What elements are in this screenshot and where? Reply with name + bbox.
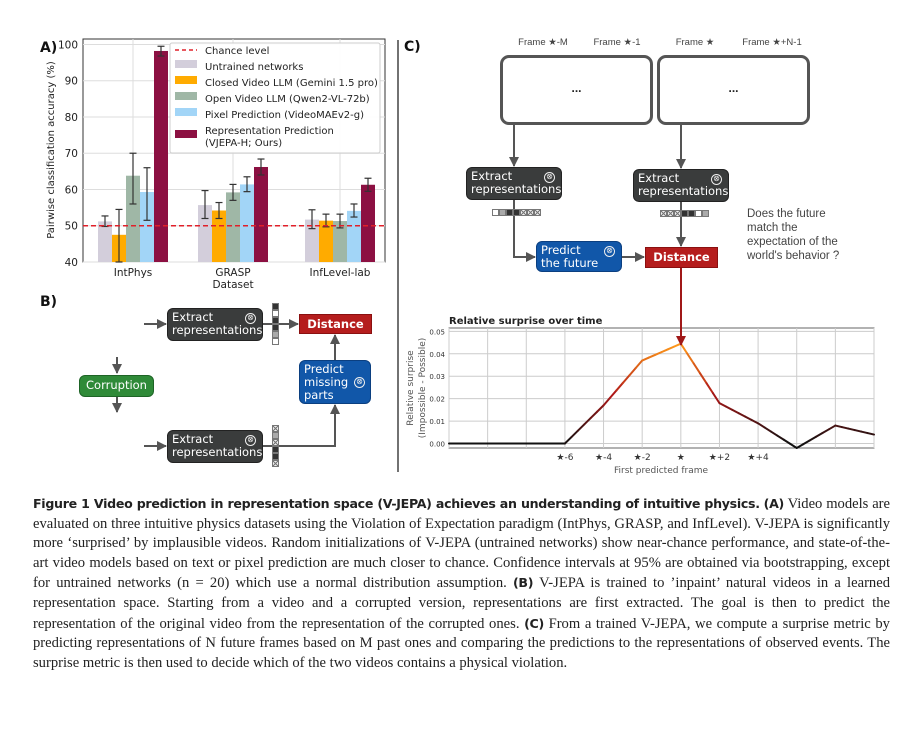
token-cell	[272, 460, 279, 467]
token-cell	[695, 210, 702, 217]
token-cell	[527, 209, 534, 216]
token-cell	[534, 209, 541, 216]
bar	[154, 51, 168, 262]
ellipsis: ...	[728, 81, 739, 95]
network-icon: ⊗	[245, 313, 256, 324]
bar-chart-accuracy	[46, 39, 385, 291]
extract-top-label: Extract representations	[172, 310, 263, 337]
token-cell	[272, 317, 279, 324]
future-frames-box	[657, 55, 810, 125]
x-axis-label: Dataset	[212, 279, 254, 291]
token-cell	[513, 209, 520, 216]
legend-label: Representation Prediction	[205, 126, 334, 137]
predict-future-box	[536, 241, 622, 272]
y-axis-label: Relative surprise	[406, 350, 416, 426]
network-icon: ⊗	[604, 246, 615, 257]
legend-label: Pixel Prediction (VideoMAEv2-g)	[205, 110, 365, 121]
figure-caption	[33, 494, 890, 673]
legend-swatch	[175, 76, 197, 84]
token-cell	[272, 439, 279, 446]
bar	[361, 185, 375, 262]
legend-label: (VJEPA-H; Ours)	[205, 138, 283, 149]
bar	[347, 211, 361, 262]
x-tick-label: ★+4	[747, 453, 769, 463]
panel-label-a: A)	[40, 40, 58, 56]
legend-label: Chance level	[205, 46, 270, 57]
token-cell	[660, 210, 667, 217]
token-cell	[499, 209, 506, 216]
y-tick-label: 0.04	[429, 350, 445, 359]
y-tick-label: 60	[64, 184, 78, 197]
caption-text-b: V-JEPA is trained to ’inpaint’ natural videos in a learned representation space. Starting from a video and a corrupted version, representations are first extracted. The goal is then to predict the representation of the original video from the representation of the corrupted ones.	[33, 575, 890, 632]
token-cell	[272, 425, 279, 432]
distance-box-c: Distance	[645, 247, 718, 268]
token-cell	[272, 331, 279, 338]
token-cell	[520, 209, 527, 216]
token-cell	[272, 432, 279, 439]
token-cell	[272, 446, 279, 453]
past-frames-box	[500, 55, 653, 125]
frame-label: Frame ★	[675, 37, 715, 48]
token-cell	[506, 209, 513, 216]
token-cell	[272, 303, 279, 310]
x-tick-label: InfLevel-lab	[309, 267, 371, 279]
frame-label: Frame ★+N-1	[742, 37, 802, 48]
y-tick-label: 0.02	[429, 395, 445, 404]
legend-label: Closed Video LLM (Gemini 1.5 pro)	[205, 78, 378, 89]
extract-representations-future-box	[633, 169, 729, 202]
frame-label: Frame ★-1	[593, 37, 641, 48]
y-tick-label: 0.00	[429, 440, 445, 449]
network-icon: ⊗	[544, 172, 555, 183]
y-tick-label: 0.05	[429, 328, 445, 337]
extract-representations-top-box	[167, 308, 263, 341]
x-tick-label: IntPhys	[113, 267, 153, 279]
token-cell	[272, 453, 279, 460]
panel-label-c: C)	[404, 39, 421, 55]
bar	[226, 192, 240, 262]
y-tick-label: 70	[64, 148, 78, 161]
bar	[98, 221, 112, 262]
x-tick-label: GRASP	[215, 267, 251, 279]
question-text: Does the future match the expectation of the world's behavior ?	[747, 208, 840, 262]
chart-title: Relative surprise over time	[449, 316, 603, 327]
x-tick-label: ★-2	[633, 453, 651, 463]
y-tick-label: 0.01	[429, 418, 445, 427]
caption-label-c: (C)	[524, 615, 544, 631]
panel-label-b: B)	[40, 294, 58, 310]
corruption-box: Corruption	[79, 375, 154, 397]
token-cell	[667, 210, 674, 217]
token-cell	[688, 210, 695, 217]
bar	[254, 167, 268, 262]
token-cell	[702, 210, 709, 217]
y-tick-label: 100	[57, 39, 78, 52]
bar	[240, 184, 254, 262]
y-tick-label: 0.03	[429, 373, 445, 382]
token-strip-corrupted	[272, 425, 279, 467]
legend-swatch	[175, 130, 197, 138]
caption-label-b: (B)	[512, 575, 534, 591]
x-tick-label: ★	[676, 453, 685, 463]
token-strip-future	[660, 210, 709, 217]
y-tick-label: 80	[64, 111, 78, 124]
y-tick-label: 90	[64, 75, 78, 88]
extract-past-label: Extract representations	[471, 169, 562, 196]
legend-swatch	[175, 92, 197, 100]
legend-swatch	[175, 60, 197, 68]
y-tick-label: 50	[64, 220, 78, 233]
extract-bottom-label: Extract representations	[172, 432, 263, 459]
line-chart-surprise	[406, 316, 874, 476]
token-cell	[492, 209, 499, 216]
y-tick-label: 40	[64, 257, 78, 269]
caption-text-c: From a trained V-JEPA, we compute a surprise metric by predicting representations of N future frames based on M past ones and comparing the predictions to the representations of observed events. The surprise metric is then used to decide which of the two videos contains a physical violation.	[33, 615, 890, 671]
legend-label: Open Video LLM (Qwen2-VL-72b)	[205, 94, 370, 105]
extract-representations-bottom-box	[167, 430, 263, 463]
plot-area	[449, 328, 874, 448]
predict-missing-label: Predict missing parts	[304, 362, 349, 402]
x-tick-label: ★-6	[556, 453, 574, 463]
token-strip-original	[272, 303, 279, 345]
legend-label: Untrained networks	[205, 62, 304, 73]
extract-representations-past-box	[466, 167, 562, 200]
network-icon: ⊗	[711, 174, 722, 185]
token-strip-past	[492, 209, 541, 216]
token-cell	[681, 210, 688, 217]
caption-text-a: Video models are evaluated on three intuitive physics datasets using the Violation of Expectation paradigm (IntPhys, GRASP, and InfLevel). V-JEPA is significantly more ‘surprised’ by implausible videos. Random initializations of V-JEPA (untrained networks) show near-chance performance, and state-of-the-art video models based on text or pixel prediction are much closer to chance. Confidence intervals at 95% are obtained via bootstrapping, except for untrained networks (n = 20) which use a normal distribution assumption.	[33, 496, 891, 592]
extract-future-label: Extract representations	[638, 171, 729, 198]
token-cell	[674, 210, 681, 217]
caption-title: Figure 1 Video prediction in representation space (V-JEPA) achieves an understanding of intuitive physics.	[33, 496, 760, 511]
predict-missing-parts-box	[299, 360, 371, 404]
predict-future-label: Predict the future	[541, 243, 599, 270]
token-cell	[272, 338, 279, 345]
token-cell	[272, 324, 279, 331]
network-icon: ⊗	[245, 435, 256, 446]
x-axis-label: First predicted frame	[613, 466, 709, 476]
legend-swatch	[175, 108, 197, 116]
x-tick-label: ★+2	[708, 453, 731, 463]
distance-box-b: Distance	[299, 314, 372, 334]
caption-label-a: (A)	[763, 496, 784, 511]
ellipsis: ...	[571, 81, 582, 95]
y-axis-label: Pairwise classification accuracy (%)	[46, 61, 57, 239]
x-tick-label: ★-4	[595, 453, 613, 463]
token-cell	[272, 310, 279, 317]
frame-label: Frame ★-M	[518, 37, 568, 48]
network-icon: ⊗	[354, 377, 365, 388]
y-axis-label-line2: (Impossible - Possible)	[418, 337, 428, 439]
